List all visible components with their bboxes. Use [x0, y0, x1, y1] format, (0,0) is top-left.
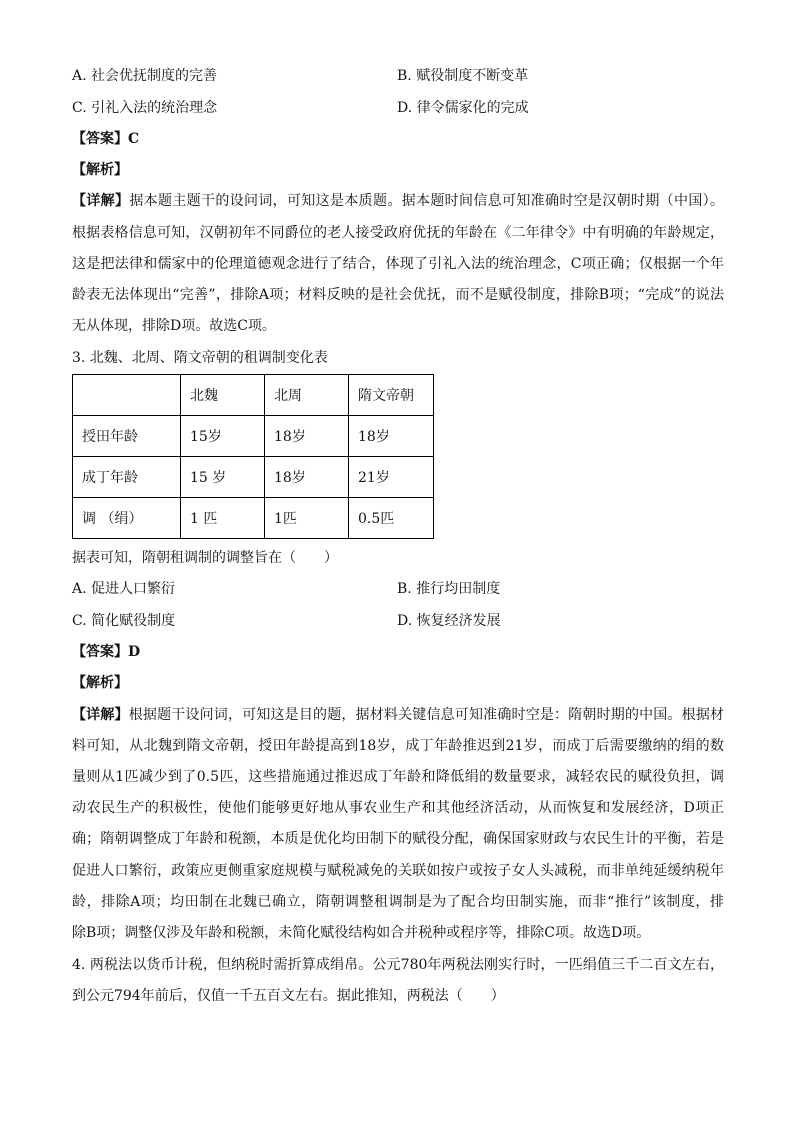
q3-detail-line-8: 除B项；调整仅涉及年龄和税额，未简化赋役结构如合并税种或程序等，排除C项。故选D项。 [72, 925, 651, 941]
q3-answer: 【答案】D [72, 644, 141, 660]
q3-question: 据表可知，隋朝租调制的调整旨在（ ） [72, 550, 338, 566]
q3-detail-line-7: 龄，排除A项；均田制在北魏已确立，隋朝调整租调制是为了配合均田制实施，而非“推行”该制度，排 [72, 894, 724, 910]
q4-line-2: 到公元794年前后，仅值一千五百文左右。据此推知，两税法（ ） [72, 988, 505, 1004]
q3-detail-label: 【详解】 [72, 707, 129, 723]
table-cell: 21岁 [349, 457, 434, 498]
q2-option-a: A. 社会优抚制度的完善 [72, 68, 218, 84]
q3-detail-line-2: 料可知，从北魏到隋文帝朝，授田年龄提高到18岁，成丁年龄推迟到21岁，而成丁后需要缴纳的绢的数 [72, 738, 724, 754]
q3-option-b: B. 推行均田制度 [397, 581, 501, 597]
q2-answer: 【答案】C [72, 131, 140, 147]
q2-detail-label: 【详解】 [72, 193, 130, 209]
q3-analysis-label: 【解析】 [72, 675, 128, 691]
table-header-cell: 隋文帝朝 [349, 375, 434, 416]
q2-option-d: D. 律令儒家化的完成 [397, 100, 529, 116]
table-cell: 15 岁 [181, 457, 265, 498]
q2-analysis-label: 【解析】 [72, 162, 128, 178]
q3-option-d: D. 恢复经济发展 [397, 613, 501, 629]
table-header-cell: 北周 [265, 375, 349, 416]
q3-detail-line-5: 确；隋朝调整成丁年龄和税额，本质是优化均田制下的赋役分配，确保国家财政与农民生计的平衡，若是 [72, 831, 724, 847]
q2-detail-line-1 [72, 191, 724, 211]
q3-title: 3. 北魏、北周、隋文帝朝的租调制变化表 [72, 350, 328, 366]
q2-option-b: B. 赋役制度不断变革 [397, 68, 529, 84]
q3-detail-line-6: 促进人口繁衍，政策应更侧重家庭规模与赋税减免的关联如按户或按子女人头减税，而非单纯延缓纳税年 [72, 863, 724, 879]
q3-detail-line-4: 动农民生产的积极性，使他们能够更好地从事农业生产和其他经济活动，从而恢复和发展经济，D项正 [72, 800, 724, 816]
table-row [73, 457, 434, 498]
q2-detail-line-2: 根据表格信息可知，汉朝初年不同爵位的老人接受政府优抚的年龄在《二年律令》中有明确的年龄规定， [72, 225, 724, 241]
table-header-cell [73, 375, 181, 416]
q4-line-1: 4. 两税法以货币计税，但纳税时需折算成绢帛。公元780年两税法刚实行时，一匹绢值三千二百文左右， [72, 957, 724, 973]
table-cell: 18岁 [265, 457, 349, 498]
q3-option-a: A. 促进人口繁衍 [72, 581, 176, 597]
table-cell: 成丁年龄 [73, 457, 181, 498]
table-cell: 1匹 [265, 498, 349, 539]
table-row [73, 416, 434, 457]
table-header-row [73, 375, 434, 416]
table-cell: 15岁 [181, 416, 265, 457]
table-cell: 18岁 [265, 416, 349, 457]
q3-option-c: C. 简化赋役制度 [72, 613, 176, 629]
table-cell: 18岁 [349, 416, 434, 457]
table-cell: 授田年龄 [73, 416, 181, 457]
q2-detail-line-3: 这是把法律和儒家中的伦理道德观念进行了结合，体现了引礼入法的统治理念，C项正确；仅根据一个年 [72, 256, 724, 272]
q3-detail-text-1: 根据题干设问词，可知这是目的题，据材料关键信息可知准确时空是：隋朝时期的中国。根据材 [128, 707, 725, 723]
table-cell: 0.5匹 [349, 498, 434, 539]
q3-detail-line-1 [72, 705, 724, 725]
q3-detail-line-3: 量则从1匹减少到了0.5匹，这些措施通过推迟成丁年龄和降低绢的数量要求，减轻农民的赋役负担，调 [72, 769, 724, 785]
q3-table [72, 374, 434, 539]
table-cell: 1 匹 [181, 498, 265, 539]
q2-detail-line-5: 无从体现，排除D项。故选C项。 [72, 318, 276, 334]
q2-detail-line-4: 龄表无法体现出“完善”，排除A项；材料反映的是社会优抚，而不是赋役制度，排除B项；“完成”的说法 [72, 287, 724, 303]
q2-detail-text-1: 据本题主题干的设问词，可知这是本质题。据本题时间信息可知准确时空是汉朝时期（中国）。 [129, 193, 725, 209]
table-cell: 调 （绢） [73, 498, 181, 539]
table-header-cell: 北魏 [181, 375, 265, 416]
q2-option-c: C. 引礼入法的统治理念 [72, 100, 218, 116]
table-row [73, 498, 434, 539]
